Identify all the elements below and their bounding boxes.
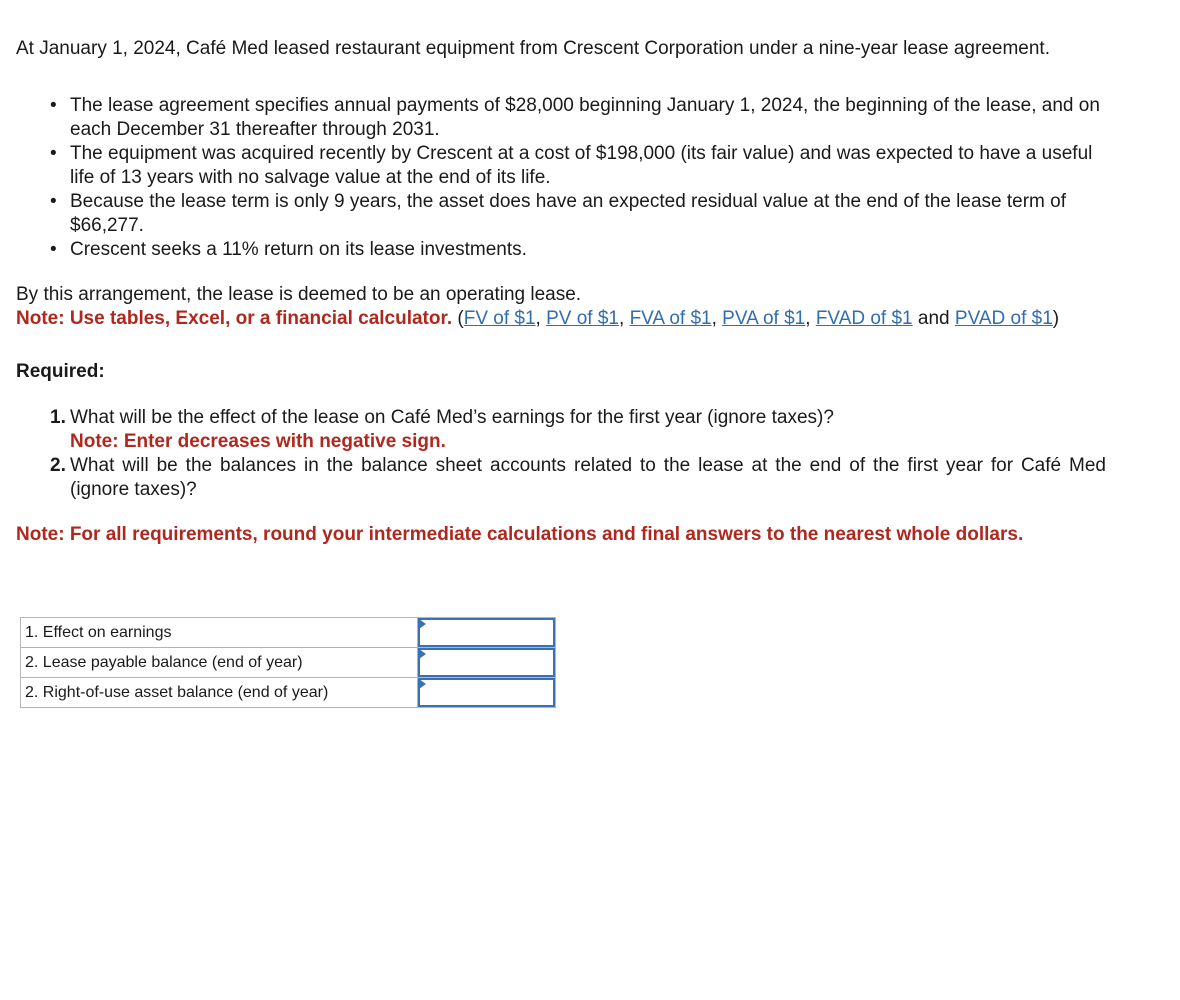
requirements-list	[16, 406, 1106, 502]
lease-payable-input[interactable]	[418, 648, 555, 677]
problem-intro: At January 1, 2024, Café Med leased restaurant equipment from Crescent Corporation under a nine-year lease agreement.	[16, 38, 1050, 59]
separator: ,	[805, 308, 816, 329]
link-fvad-of-1[interactable]: FVAD of $1	[815, 308, 913, 329]
conjunction: and	[912, 308, 955, 329]
required-heading: Required:	[16, 361, 105, 382]
requirement-text: What will be the balances in the balance sheet accounts related to the lease at the end of the first year for Café Med (ignore taxes)?	[70, 455, 1106, 500]
answer-cell	[418, 678, 556, 708]
lease-fact-item: • The equipment was acquired recently by Crescent at a cost of $198,000 (its fair value) and was expected to have a useful life of 13 years with no salvage value at the end of its life.	[70, 142, 1106, 190]
link-pv-of-1[interactable]: PV of $1	[546, 308, 619, 329]
answer-cell	[418, 648, 556, 678]
tables-note-label: Note: Use tables, Excel, or a financial calculator.	[16, 308, 453, 329]
requirement-number: 2.	[50, 455, 66, 476]
paren-close: )	[1052, 308, 1060, 329]
separator: ,	[535, 308, 547, 329]
row-label: 2. Right-of-use asset balance (end of year)	[21, 678, 418, 708]
problem-content	[16, 37, 1106, 547]
requirement-item	[50, 406, 1106, 454]
requirement-number: 1.	[50, 407, 66, 428]
lease-fact-item: • The lease agreement specifies annual payments of $28,000 beginning January 1, 2024, the beginning of the lease, and on each December 31 thereafter through 2031.	[70, 94, 1106, 142]
requirement-text: What will be the effect of the lease on Café Med’s earnings for the first year (ignore taxes)?	[70, 407, 834, 428]
requirement-item	[50, 454, 1106, 502]
answer-cell	[418, 618, 556, 648]
answer-table	[20, 617, 556, 708]
row-label: 1. Effect on earnings	[21, 618, 418, 648]
row-label: 2. Lease payable balance (end of year)	[21, 648, 418, 678]
rounding-note: Note: For all requirements, round your intermediate calculations and final answers to the nearest whole dollars.	[16, 524, 1024, 545]
table-row	[21, 618, 556, 648]
separator: ,	[619, 308, 630, 329]
lease-fact-item: • Crescent seeks a 11% return on its lease investments.	[70, 238, 1106, 262]
lease-facts-list	[16, 94, 1106, 262]
table-row	[21, 678, 556, 708]
paren-open: (	[457, 308, 464, 329]
link-pva-of-1[interactable]: PVA of $1	[722, 308, 806, 329]
requirement-note: Note: Enter decreases with negative sign.	[70, 431, 446, 452]
link-fva-of-1[interactable]: FVA of $1	[629, 308, 712, 329]
tables-note	[16, 307, 1106, 331]
right-of-use-asset-input[interactable]	[418, 678, 555, 707]
separator: ,	[711, 308, 723, 329]
arrangement-text: By this arrangement, the lease is deemed to be an operating lease.	[16, 284, 582, 305]
link-pvad-of-1[interactable]: PVAD of $1	[954, 308, 1053, 329]
table-row	[21, 648, 556, 678]
lease-fact-item: • Because the lease term is only 9 years, the asset does have an expected residual value at the end of the lease term of $66,277.	[70, 190, 1106, 238]
effect-on-earnings-input[interactable]	[418, 618, 555, 647]
link-fv-of-1[interactable]: FV of $1	[463, 308, 536, 329]
